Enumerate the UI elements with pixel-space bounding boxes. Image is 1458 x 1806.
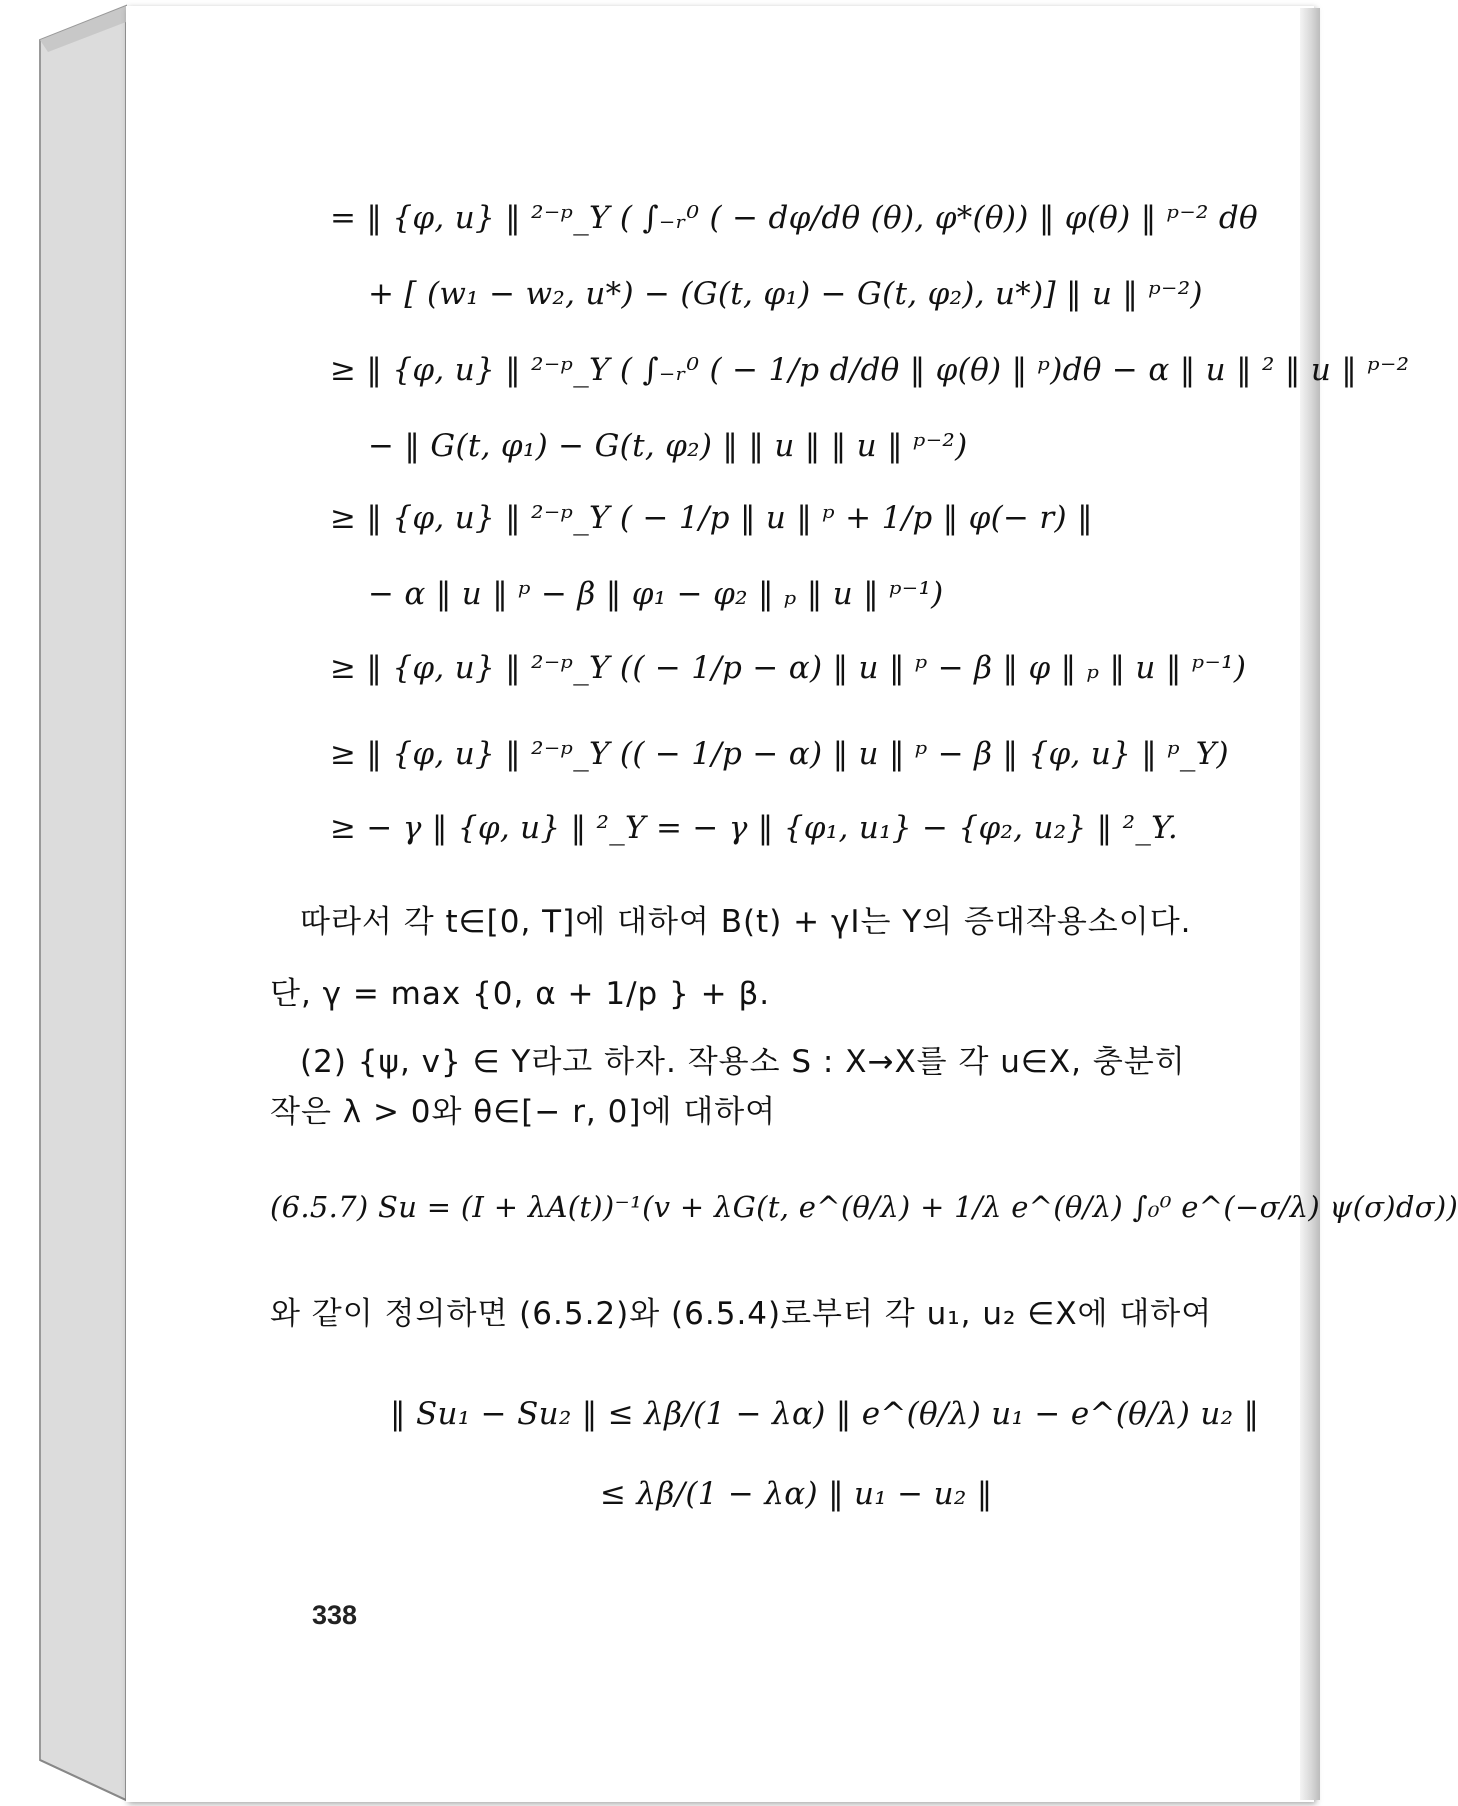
inequality-line-2: ≤ λβ/(1 − λα) ‖ u₁ − u₂ ‖ [600, 1476, 993, 1512]
equation-line-9: ≥ − γ ‖ {φ, u} ‖ ²_Y = − γ ‖ {φ₁, u₁} − {φ₂, u₂} ‖ ²_Y. [330, 810, 1179, 846]
equation-line-2: + [ (w₁ − w₂, u*) − (G(t, φ₁) − G(t, φ₂), u*)] ‖ u ‖ ᵖ⁻²) [368, 276, 1203, 312]
equation-line-8: ≥ ‖ {φ, u} ‖ ²⁻ᵖ_Y (( − 1/p − α) ‖ u ‖ ᵖ − β ‖ {φ, u} ‖ ᵖ_Y) [330, 736, 1229, 772]
inequality-line-1: ‖ Su₁ − Su₂ ‖ ≤ λβ/(1 − λα) ‖ e^(θ/λ) u₁ − e^(θ/λ) u₂ ‖ [390, 1396, 1260, 1432]
paragraph-3: 와 같이 정의하면 (6.5.2)와 (6.5.4)로부터 각 u₁, u₂ ∈X에 대하여 [270, 1296, 1213, 1332]
page-number: 338 [312, 1600, 358, 1630]
equation-line-4: − ‖ G(t, φ₁) − G(t, φ₂) ‖ ‖ u ‖ ‖ u ‖ ᵖ⁻²) [368, 428, 968, 464]
paragraph-2-line-2: 작은 λ > 0와 θ∈[− r, 0]에 대하여 [270, 1094, 777, 1130]
paragraph-1-line-1: 따라서 각 t∈[0, T]에 대하여 B(t) + γI는 Y의 증대작용소이다. [300, 904, 1192, 940]
equation-line-1: = ‖ {φ, u} ‖ ²⁻ᵖ_Y ( ∫₋ᵣ⁰ ( − dφ/dθ (θ), φ*(θ)) ‖ φ(θ) ‖ ᵖ⁻² dθ [330, 200, 1258, 236]
book-spine-side [40, 6, 126, 1800]
page-edge-shadow [1300, 8, 1320, 1800]
equation-line-7: ≥ ‖ {φ, u} ‖ ²⁻ᵖ_Y (( − 1/p − α) ‖ u ‖ ᵖ − β ‖ φ ‖ ₚ ‖ u ‖ ᵖ⁻¹) [330, 650, 1247, 686]
paragraph-1-line-2: 단, γ = max {0, α + 1/p } + β. [270, 976, 771, 1012]
equation-line-6: − α ‖ u ‖ ᵖ − β ‖ φ₁ − φ₂ ‖ ₚ ‖ u ‖ ᵖ⁻¹) [368, 576, 944, 612]
equation-line-3: ≥ ‖ {φ, u} ‖ ²⁻ᵖ_Y ( ∫₋ᵣ⁰ ( − 1/p d/dθ ‖ φ(θ) ‖ ᵖ)dθ − α ‖ u ‖ ² ‖ u ‖ ᵖ⁻² [330, 352, 1410, 388]
equation-6-5-7: (6.5.7) Su = (I + λA(t))⁻¹(v + λG(t, e^(θ/λ) + 1/λ e^(θ/λ) ∫₀⁰ e^(−σ/λ) ψ(σ)dσ)) [270, 1190, 1458, 1224]
paragraph-2-line-1: (2) {ψ, v} ∈ Y라고 하자. 작용소 S : X→X를 각 u∈X, 충분히 [300, 1044, 1186, 1080]
equation-line-5: ≥ ‖ {φ, u} ‖ ²⁻ᵖ_Y ( − 1/p ‖ u ‖ ᵖ + 1/p ‖ φ(− r) ‖ [330, 500, 1093, 536]
